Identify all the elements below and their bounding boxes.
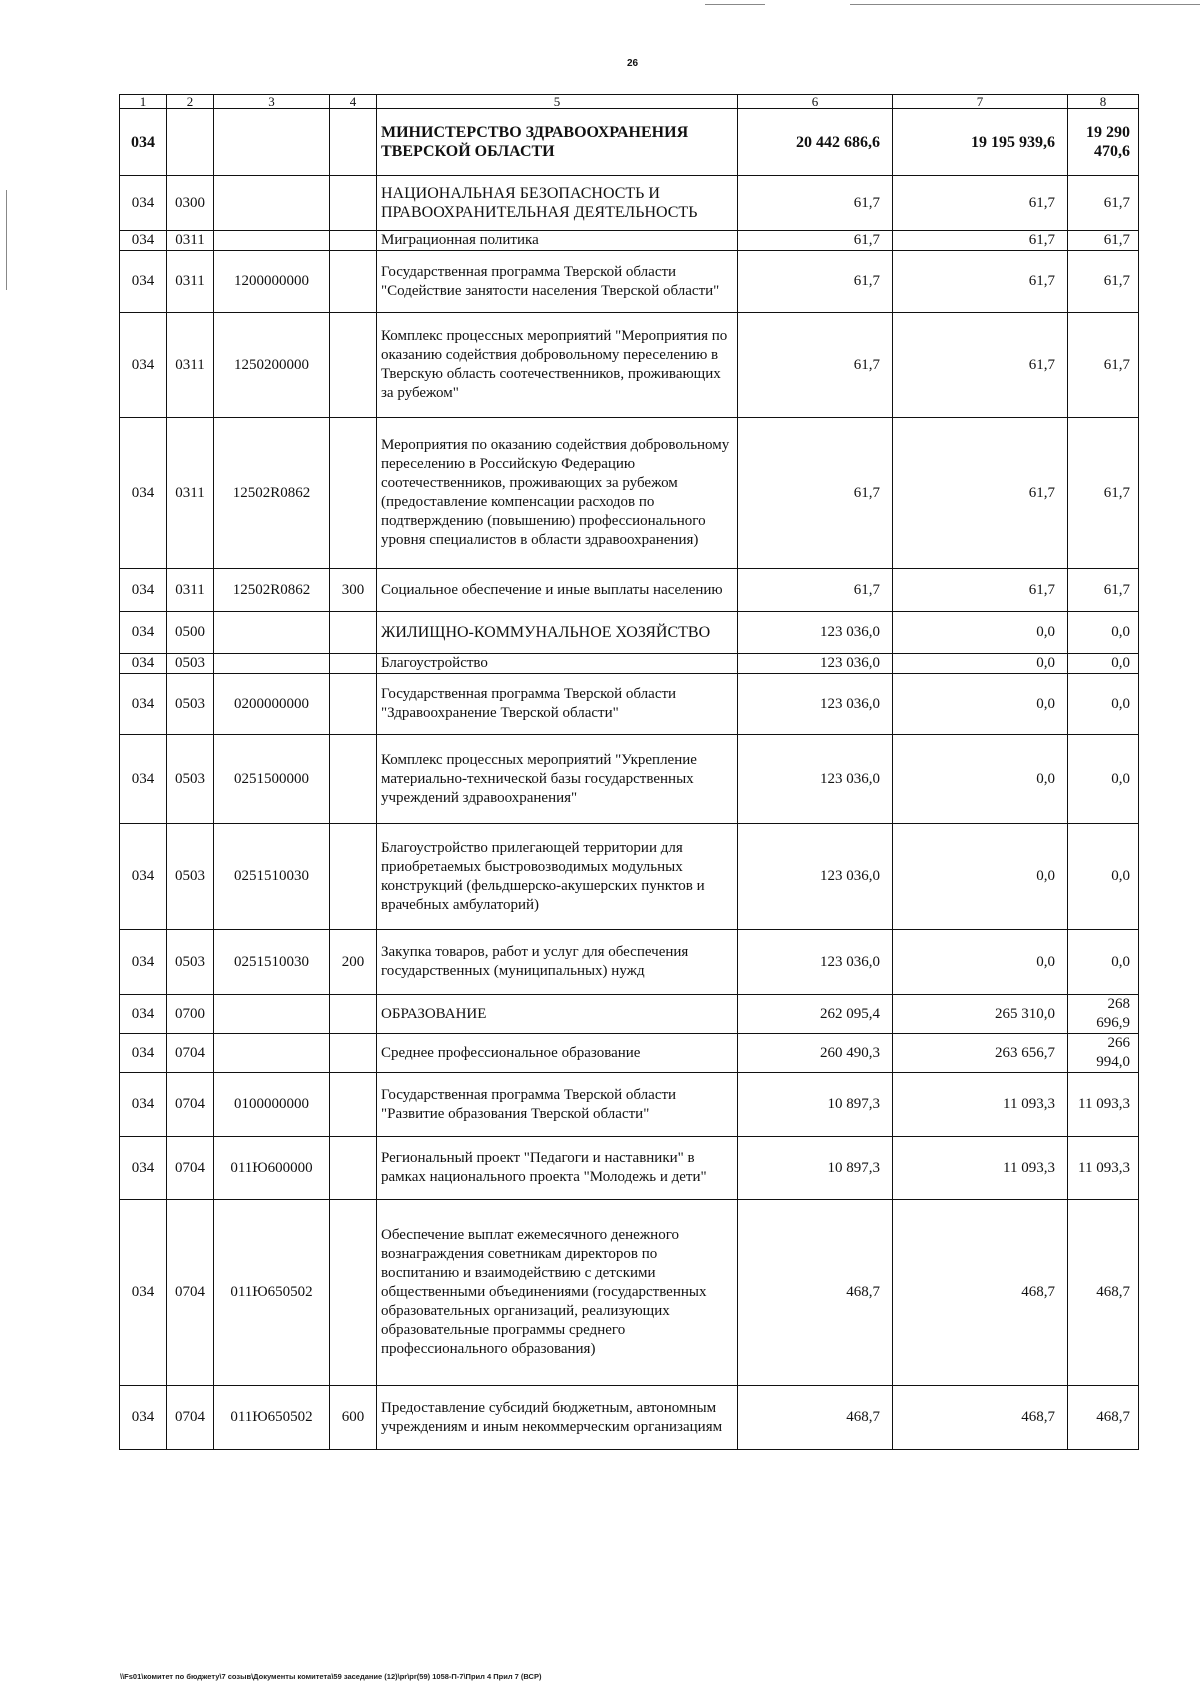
table-row xyxy=(120,251,1139,313)
cell-admin-code: 034 xyxy=(120,1073,167,1137)
cell-expense-type xyxy=(330,995,377,1034)
header-row xyxy=(120,95,1139,109)
cell-value-8: 11 093,3 xyxy=(1068,1073,1139,1137)
cell-name: ОБРАЗОВАНИЕ xyxy=(377,995,738,1034)
cell-value-6: 262 095,4 xyxy=(738,995,893,1034)
cell-value-6: 123 036,0 xyxy=(738,735,893,824)
cell-target-code: 0251510030 xyxy=(214,824,330,930)
table-row xyxy=(120,654,1139,674)
cell-admin-code: 034 xyxy=(120,418,167,569)
cell-admin-code: 034 xyxy=(120,1386,167,1450)
header-cell: 6 xyxy=(738,95,893,109)
cell-section-code xyxy=(167,109,214,176)
cell-expense-type xyxy=(330,654,377,674)
cell-expense-type xyxy=(330,1073,377,1137)
cell-name: Комплекс процессных мероприятий "Мероприятия по оказанию содействия добровольному переселению в Тверскую область соотечественников, проживающих за рубежом" xyxy=(377,313,738,418)
table-row xyxy=(120,1034,1139,1073)
cell-value-7: 468,7 xyxy=(893,1386,1068,1450)
cell-value-7: 0,0 xyxy=(893,674,1068,735)
cell-value-7: 0,0 xyxy=(893,824,1068,930)
cell-value-7: 61,7 xyxy=(893,231,1068,251)
table-row xyxy=(120,612,1139,654)
cell-admin-code: 034 xyxy=(120,654,167,674)
cell-value-8: 468,7 xyxy=(1068,1200,1139,1386)
cell-admin-code: 034 xyxy=(120,735,167,824)
cell-name: Миграционная политика xyxy=(377,231,738,251)
table-row xyxy=(120,1073,1139,1137)
cell-name: Государственная программа Тверской области "Развитие образования Тверской области" xyxy=(377,1073,738,1137)
cell-admin-code: 034 xyxy=(120,109,167,176)
cell-name: МИНИСТЕРСТВО ЗДРАВООХРАНЕНИЯ ТВЕРСКОЙ ОБЛАСТИ xyxy=(377,109,738,176)
cell-admin-code: 034 xyxy=(120,930,167,995)
table-row xyxy=(120,1200,1139,1386)
cell-section-code: 0311 xyxy=(167,231,214,251)
cell-target-code xyxy=(214,995,330,1034)
cell-value-8: 61,7 xyxy=(1068,251,1139,313)
cell-value-7: 11 093,3 xyxy=(893,1137,1068,1200)
cell-value-6: 61,7 xyxy=(738,313,893,418)
cell-value-6: 61,7 xyxy=(738,251,893,313)
cell-name: Мероприятия по оказанию содействия добровольному переселению в Российскую Федерацию соотечественников, проживающих за рубежом (предоставление компенсации расходов по подтверждению (повышению) профессионального уровня специалистов в области здравоохранения) xyxy=(377,418,738,569)
cell-admin-code: 034 xyxy=(120,313,167,418)
cell-expense-type: 200 xyxy=(330,930,377,995)
cell-value-7: 61,7 xyxy=(893,569,1068,612)
cell-expense-type xyxy=(330,313,377,418)
cell-name: Комплекс процессных мероприятий "Укрепление материально-технической базы государственных учреждений здравоохранения" xyxy=(377,735,738,824)
cell-value-6: 468,7 xyxy=(738,1386,893,1450)
cell-section-code: 0704 xyxy=(167,1200,214,1386)
cell-value-7: 11 093,3 xyxy=(893,1073,1068,1137)
cell-target-code: 12502R0862 xyxy=(214,418,330,569)
table-row xyxy=(120,824,1139,930)
cell-section-code: 0300 xyxy=(167,176,214,231)
cell-name: Среднее профессиональное образование xyxy=(377,1034,738,1073)
cell-name: Благоустройство xyxy=(377,654,738,674)
cell-value-8: 268 696,9 xyxy=(1068,995,1139,1034)
cell-value-6: 468,7 xyxy=(738,1200,893,1386)
cell-value-8: 11 093,3 xyxy=(1068,1137,1139,1200)
cell-value-7: 468,7 xyxy=(893,1200,1068,1386)
cell-value-7: 61,7 xyxy=(893,313,1068,418)
cell-value-6: 20 442 686,6 xyxy=(738,109,893,176)
cell-expense-type xyxy=(330,1034,377,1073)
cell-target-code: 0100000000 xyxy=(214,1073,330,1137)
cell-target-code: 011Ю650502 xyxy=(214,1386,330,1450)
cell-value-6: 123 036,0 xyxy=(738,930,893,995)
cell-target-code: 1200000000 xyxy=(214,251,330,313)
table-row xyxy=(120,1137,1139,1200)
cell-section-code: 0503 xyxy=(167,674,214,735)
cell-expense-type xyxy=(330,1200,377,1386)
cell-value-6: 61,7 xyxy=(738,418,893,569)
cell-section-code: 0503 xyxy=(167,824,214,930)
cell-expense-type xyxy=(330,251,377,313)
table-row xyxy=(120,109,1139,176)
cell-section-code: 0503 xyxy=(167,930,214,995)
cell-value-7: 0,0 xyxy=(893,654,1068,674)
cell-admin-code: 034 xyxy=(120,995,167,1034)
cell-value-7: 19 195 939,6 xyxy=(893,109,1068,176)
header-cell: 4 xyxy=(330,95,377,109)
cell-value-7: 0,0 xyxy=(893,735,1068,824)
table-row xyxy=(120,231,1139,251)
cell-name: Региональный проект "Педагоги и наставники" в рамках национального проекта "Молодежь и дети" xyxy=(377,1137,738,1200)
table-row xyxy=(120,313,1139,418)
cell-expense-type xyxy=(330,674,377,735)
cell-target-code xyxy=(214,654,330,674)
cell-target-code xyxy=(214,231,330,251)
cell-name: ЖИЛИЩНО-КОММУНАЛЬНОЕ ХОЗЯЙСТВО xyxy=(377,612,738,654)
cell-expense-type xyxy=(330,824,377,930)
cell-target-code xyxy=(214,176,330,231)
cell-value-6: 123 036,0 xyxy=(738,612,893,654)
cell-value-7: 61,7 xyxy=(893,251,1068,313)
cell-value-8: 61,7 xyxy=(1068,176,1139,231)
cell-section-code: 0704 xyxy=(167,1073,214,1137)
cell-target-code: 12502R0862 xyxy=(214,569,330,612)
scan-line-left xyxy=(6,190,7,290)
cell-value-7: 61,7 xyxy=(893,418,1068,569)
cell-value-8: 61,7 xyxy=(1068,313,1139,418)
cell-expense-type: 600 xyxy=(330,1386,377,1450)
cell-value-7: 265 310,0 xyxy=(893,995,1068,1034)
cell-admin-code: 034 xyxy=(120,251,167,313)
cell-section-code: 0503 xyxy=(167,735,214,824)
cell-target-code xyxy=(214,109,330,176)
cell-value-8: 0,0 xyxy=(1068,654,1139,674)
header-cell: 2 xyxy=(167,95,214,109)
cell-target-code: 011Ю600000 xyxy=(214,1137,330,1200)
cell-name: Социальное обеспечение и иные выплаты населению xyxy=(377,569,738,612)
cell-target-code: 0200000000 xyxy=(214,674,330,735)
cell-admin-code: 034 xyxy=(120,569,167,612)
cell-expense-type xyxy=(330,612,377,654)
cell-expense-type: 300 xyxy=(330,569,377,612)
cell-target-code: 1250200000 xyxy=(214,313,330,418)
cell-section-code: 0704 xyxy=(167,1386,214,1450)
cell-section-code: 0704 xyxy=(167,1034,214,1073)
cell-value-8: 0,0 xyxy=(1068,735,1139,824)
cell-section-code: 0311 xyxy=(167,418,214,569)
header-cell: 1 xyxy=(120,95,167,109)
cell-target-code: 011Ю650502 xyxy=(214,1200,330,1386)
header-cell: 3 xyxy=(214,95,330,109)
cell-value-8: 19 290 470,6 xyxy=(1068,109,1139,176)
cell-name: Обеспечение выплат ежемесячного денежного вознаграждения советникам директоров по воспитанию и взаимодействию с детскими общественными объединениями (государственных образовательных организаций, реализующих образовательные программы среднего профессионального образования) xyxy=(377,1200,738,1386)
cell-target-code: 0251510030 xyxy=(214,930,330,995)
budget-table xyxy=(119,94,1139,1450)
cell-admin-code: 034 xyxy=(120,612,167,654)
cell-value-6: 260 490,3 xyxy=(738,1034,893,1073)
cell-section-code: 0503 xyxy=(167,654,214,674)
cell-admin-code: 034 xyxy=(120,1137,167,1200)
cell-section-code: 0311 xyxy=(167,569,214,612)
cell-value-7: 61,7 xyxy=(893,176,1068,231)
cell-expense-type xyxy=(330,418,377,569)
cell-admin-code: 034 xyxy=(120,1200,167,1386)
header-cell: 5 xyxy=(377,95,738,109)
cell-target-code xyxy=(214,612,330,654)
cell-expense-type xyxy=(330,1137,377,1200)
table-row xyxy=(120,995,1139,1034)
cell-value-6: 123 036,0 xyxy=(738,654,893,674)
table-row xyxy=(120,930,1139,995)
table-row xyxy=(120,176,1139,231)
cell-value-8: 468,7 xyxy=(1068,1386,1139,1450)
cell-value-6: 123 036,0 xyxy=(738,824,893,930)
cell-value-6: 61,7 xyxy=(738,176,893,231)
cell-expense-type xyxy=(330,231,377,251)
cell-admin-code: 034 xyxy=(120,176,167,231)
scan-line-top-right xyxy=(850,4,1200,5)
header-cell: 7 xyxy=(893,95,1068,109)
cell-value-8: 61,7 xyxy=(1068,569,1139,612)
cell-section-code: 0500 xyxy=(167,612,214,654)
cell-value-7: 0,0 xyxy=(893,930,1068,995)
cell-value-8: 61,7 xyxy=(1068,231,1139,251)
cell-admin-code: 034 xyxy=(120,824,167,930)
header-cell: 8 xyxy=(1068,95,1139,109)
cell-value-8: 61,7 xyxy=(1068,418,1139,569)
cell-value-8: 0,0 xyxy=(1068,930,1139,995)
cell-admin-code: 034 xyxy=(120,1034,167,1073)
cell-value-6: 10 897,3 xyxy=(738,1137,893,1200)
cell-section-code: 0700 xyxy=(167,995,214,1034)
cell-value-8: 0,0 xyxy=(1068,674,1139,735)
cell-admin-code: 034 xyxy=(120,231,167,251)
file-path-footer: \\Fs01\комитет по бюджету\7 созыв\Документы комитета\59 заседание (12)\pr\pr(59) 1058-П-7\Прил 4 Прил 7 (ВСР) xyxy=(120,1672,542,1681)
table-row xyxy=(120,1386,1139,1450)
table-row xyxy=(120,674,1139,735)
cell-value-8: 0,0 xyxy=(1068,824,1139,930)
cell-value-8: 0,0 xyxy=(1068,612,1139,654)
cell-value-7: 263 656,7 xyxy=(893,1034,1068,1073)
table-row xyxy=(120,735,1139,824)
table-row xyxy=(120,418,1139,569)
cell-value-8: 266 994,0 xyxy=(1068,1034,1139,1073)
cell-name: Закупка товаров, работ и услуг для обеспечения государственных (муниципальных) нужд xyxy=(377,930,738,995)
cell-expense-type xyxy=(330,735,377,824)
cell-value-6: 10 897,3 xyxy=(738,1073,893,1137)
page-number: 26 xyxy=(626,58,639,69)
cell-name: Государственная программа Тверской области "Здравоохранение Тверской области" xyxy=(377,674,738,735)
cell-admin-code: 034 xyxy=(120,674,167,735)
cell-value-6: 61,7 xyxy=(738,231,893,251)
cell-name: НАЦИОНАЛЬНАЯ БЕЗОПАСНОСТЬ И ПРАВООХРАНИТЕЛЬНАЯ ДЕЯТЕЛЬНОСТЬ xyxy=(377,176,738,231)
cell-expense-type xyxy=(330,109,377,176)
cell-value-6: 123 036,0 xyxy=(738,674,893,735)
cell-section-code: 0311 xyxy=(167,251,214,313)
table-row xyxy=(120,569,1139,612)
cell-value-7: 0,0 xyxy=(893,612,1068,654)
cell-expense-type xyxy=(330,176,377,231)
cell-target-code: 0251500000 xyxy=(214,735,330,824)
scan-line-top xyxy=(705,4,765,5)
cell-target-code xyxy=(214,1034,330,1073)
cell-section-code: 0704 xyxy=(167,1137,214,1200)
cell-section-code: 0311 xyxy=(167,313,214,418)
cell-name: Государственная программа Тверской области "Содействие занятости населения Тверской области" xyxy=(377,251,738,313)
cell-name: Предоставление субсидий бюджетным, автономным учреждениям и иным некоммерческим организациям xyxy=(377,1386,738,1450)
cell-value-6: 61,7 xyxy=(738,569,893,612)
cell-name: Благоустройство прилегающей территории для приобретаемых быстровозводимых модульных конструкций (фельдшерско-акушерских пунктов и врачебных амбулаторий) xyxy=(377,824,738,930)
